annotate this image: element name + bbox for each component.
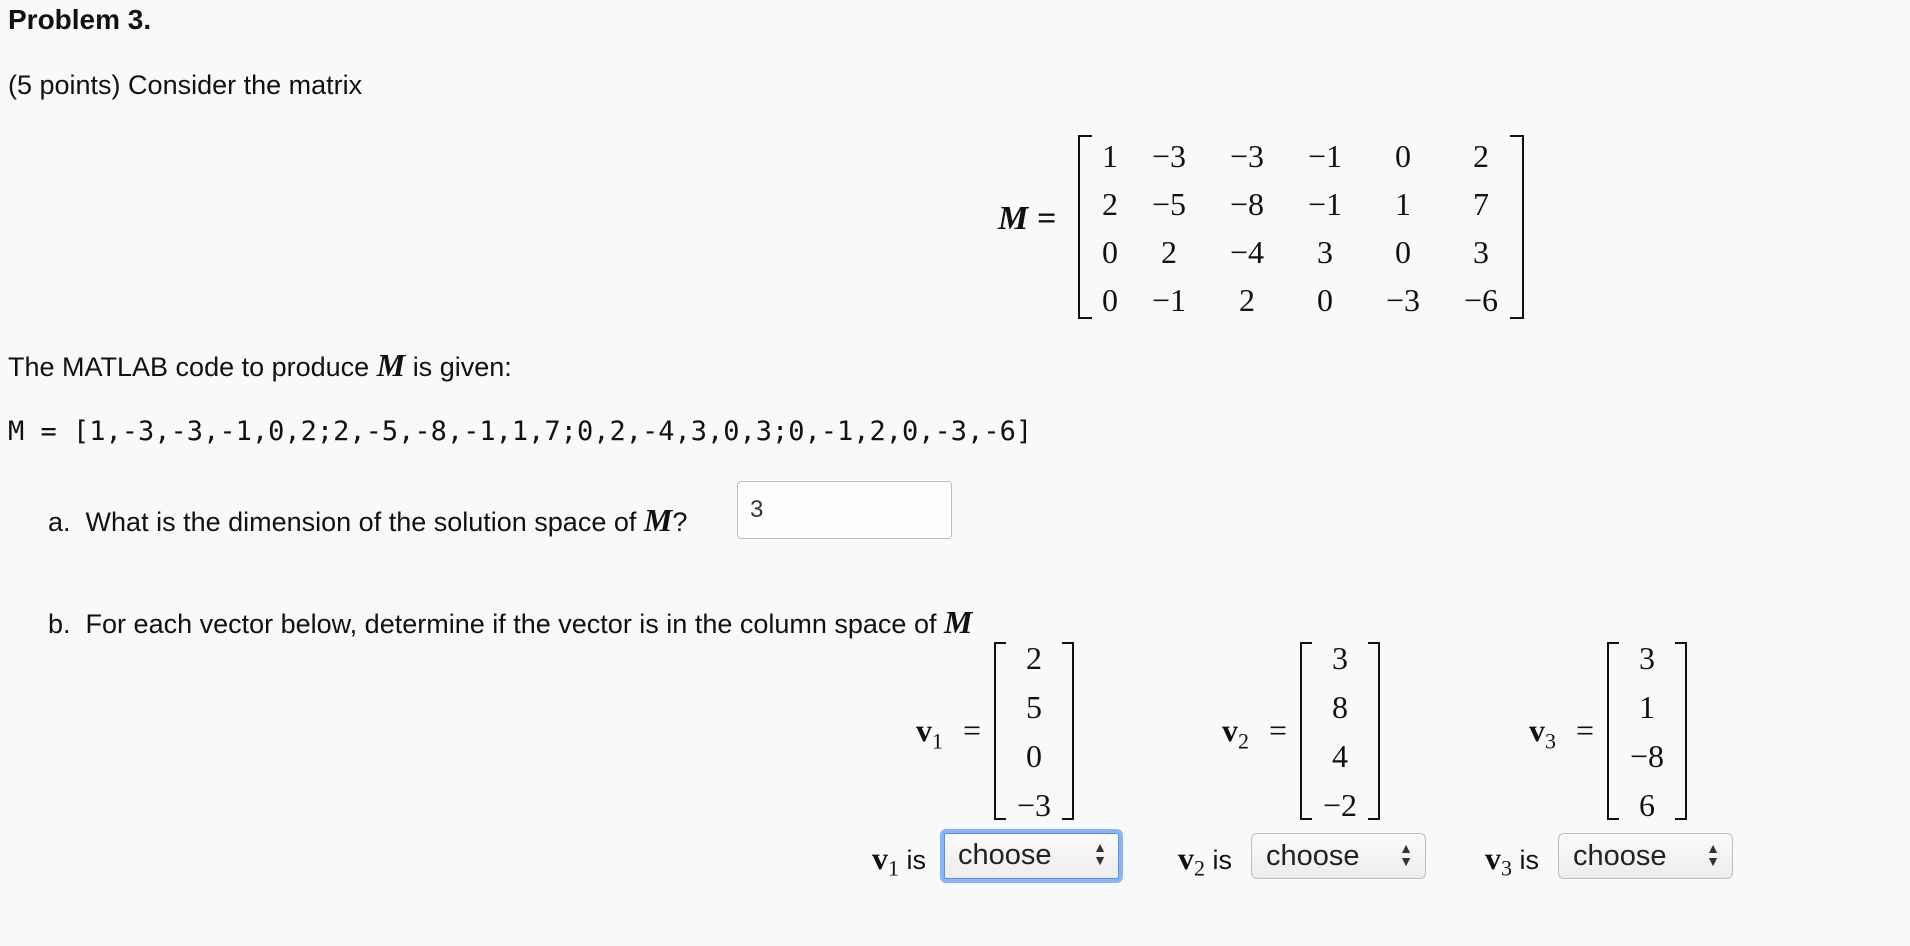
matrix-cell: 2 (1239, 282, 1255, 318)
vector-entry: 1 (1639, 689, 1655, 725)
vector-entry: 8 (1332, 689, 1348, 725)
matrix-cell: 0 (1102, 282, 1118, 318)
question-a-prefix: a. (48, 507, 71, 537)
vector-entry: −8 (1629, 738, 1665, 774)
vector-entry: −2 (1322, 787, 1358, 823)
updown-arrows-icon: ▲ ▼ (1706, 840, 1720, 869)
matrix-cell: 2 (1161, 234, 1177, 270)
vector-entry: 2 (1026, 640, 1042, 676)
vector-v1-values (1004, 634, 1064, 830)
vector-entry: 0 (1026, 738, 1042, 774)
matrix-cell: 2 (1473, 138, 1489, 174)
matrix-cell: −5 (1151, 186, 1187, 222)
vector-entry: 5 (1026, 689, 1042, 725)
matrix-cell: 3 (1473, 234, 1489, 270)
matrix-label: M = (998, 200, 1057, 237)
problem-intro: (5 points) Consider the matrix (8, 70, 363, 100)
vector-entry: −3 (1016, 787, 1052, 823)
matrix-cell: 2 (1102, 186, 1118, 222)
matrix-cell: 3 (1317, 234, 1333, 270)
matlab-code: M = [1,-3,-3,-1,0,2;2,-5,-8,-1,1,7;0,2,-4,3,0,3;0,-1,2,0,-3,-6] (8, 416, 1033, 447)
v3-is-label: $v_3$ is (1485, 840, 1540, 881)
matrix-cell: −3 (1229, 138, 1265, 174)
question-a-text: What is the dimension of the solution space of (85, 507, 637, 537)
matrix-cell: −4 (1229, 234, 1265, 270)
matrix-M (1090, 132, 1520, 324)
problem-title: Problem 3. (8, 4, 152, 35)
matrix-cell: 0 (1317, 282, 1333, 318)
matrix-cell: 0 (1102, 234, 1118, 270)
question-b-text: For each vector below, determine if the vector is in the column space of (85, 609, 937, 639)
updown-arrows-icon: ▲ ▼ (1093, 839, 1107, 868)
question-b-prefix: b. (48, 609, 71, 639)
matrix-cell: −1 (1307, 186, 1343, 222)
vector-v3-label: $v_3$ = (1529, 712, 1595, 754)
matrix-cell: 0 (1395, 138, 1411, 174)
matrix-cell: −3 (1151, 138, 1187, 174)
matlab-intro: The MATLAB code to produce M is given: (8, 347, 512, 383)
matrix-cell: 0 (1395, 234, 1411, 270)
matrix-cell: −6 (1463, 282, 1499, 318)
v2-column-space-select[interactable]: choose ▲ ▼ (1251, 833, 1426, 879)
vector-entry: 6 (1639, 787, 1655, 823)
matrix-cell: −1 (1151, 282, 1187, 318)
matrix-cell: 1 (1395, 186, 1411, 222)
v2-is-label: $v_2$ is (1178, 840, 1233, 881)
v1-column-space-select[interactable]: choose ▲ ▼ (940, 829, 1123, 883)
v1-is-label: $v_1$ is (872, 840, 927, 881)
vector-entry: 4 (1332, 738, 1348, 774)
vector-v2-values (1310, 634, 1370, 830)
updown-arrows-icon: ▲ ▼ (1399, 840, 1413, 869)
v3-column-space-select[interactable]: choose ▲ ▼ (1558, 833, 1733, 879)
matrix-cell: −1 (1307, 138, 1343, 174)
question-a: a. What is the dimension of the solution space of M? (48, 502, 688, 538)
matrix-cell: −8 (1229, 186, 1265, 222)
matrix-cell: 1 (1102, 138, 1118, 174)
matrix-cell: −3 (1385, 282, 1421, 318)
question-b: b. For each vector below, determine if the vector is in the column space of M (48, 604, 973, 640)
dimension-answer-input[interactable] (737, 481, 952, 539)
vector-entry: 3 (1332, 640, 1348, 676)
vector-v3-values (1617, 634, 1677, 830)
vector-entry: 3 (1639, 640, 1655, 676)
vector-v2-label: $v_2$ = (1222, 712, 1288, 754)
matrix-cell: 7 (1473, 186, 1489, 222)
vector-v1-label: $v_1$ = (916, 712, 982, 754)
